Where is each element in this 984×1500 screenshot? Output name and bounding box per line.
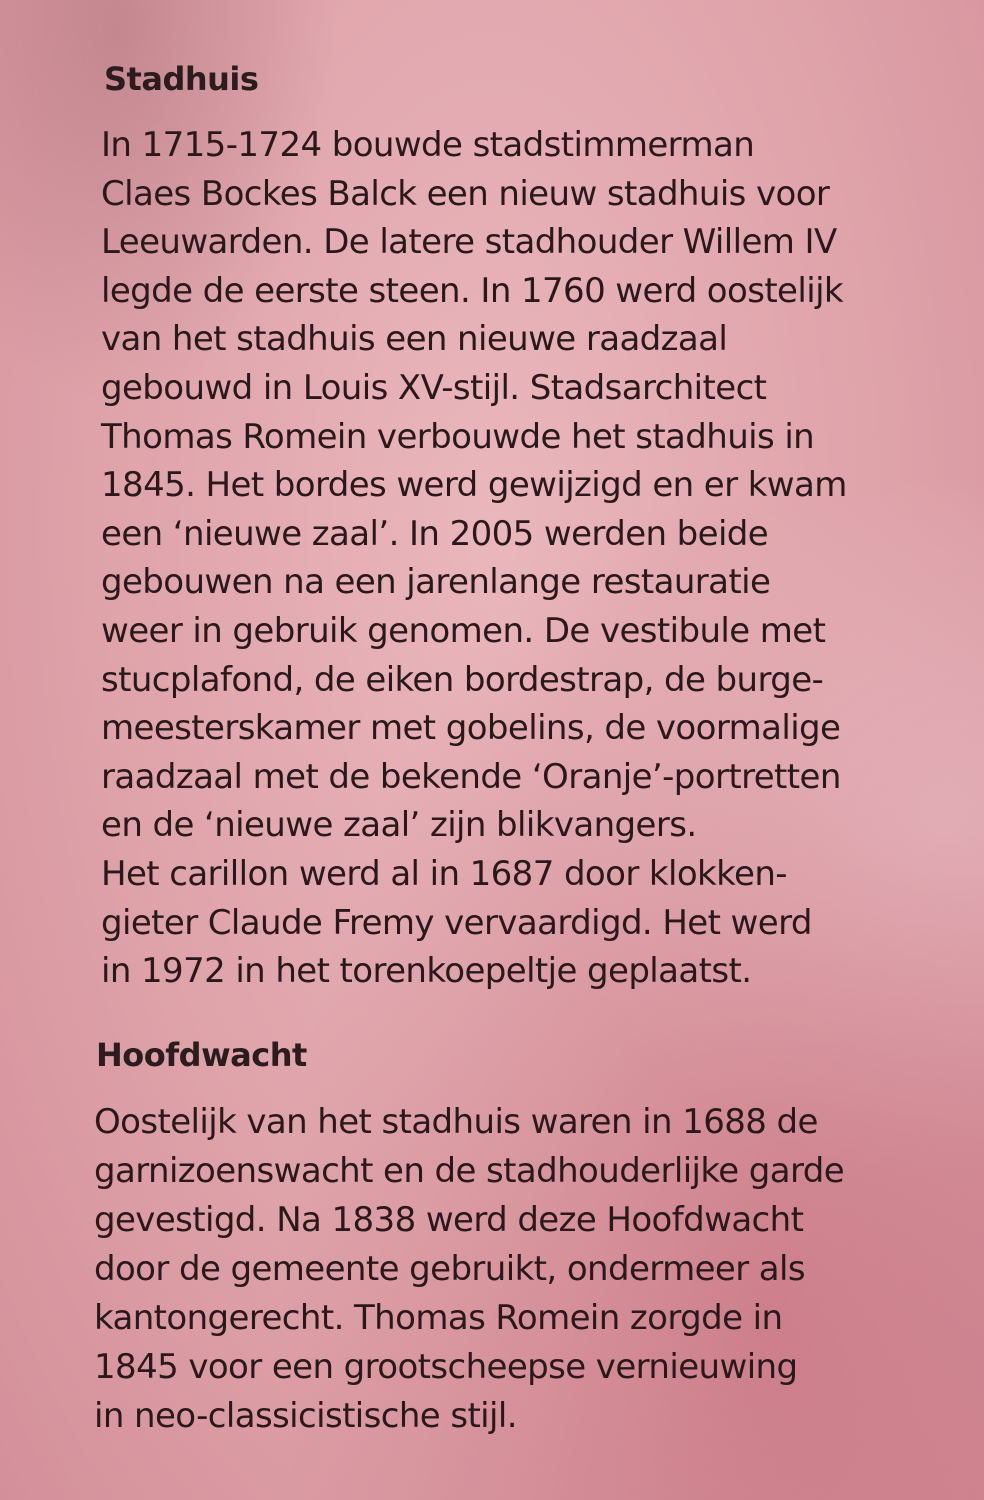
text-line: 1845. Het bordes werd gewijzigd en er kwam <box>101 465 847 506</box>
section-title-hoofdwacht: Hoofdwacht <box>96 1036 307 1074</box>
text-line: in 1972 in het torenkoepeltje geplaatst. <box>101 951 752 992</box>
text-line: 1845 voor een grootscheepse vernieuwing <box>94 1347 798 1387</box>
text-line: stucplafond, de eiken bordestrap, de burge- <box>101 659 824 700</box>
text-line: in neo-classicistische stijl. <box>94 1396 517 1436</box>
text-line: Het carillon werd al in 1687 door klokken- <box>101 853 787 894</box>
text-line: garnizoenswacht en de stadhouderlijke garde <box>94 1151 845 1191</box>
text-line: gevestigd. Na 1838 werd deze Hoofdwacht <box>94 1200 804 1240</box>
text-line: Oostelijk van het stadhuis waren in 1688 de <box>94 1102 818 1142</box>
section-title-stadhuis: Stadhuis <box>104 60 259 98</box>
text-line: een ‘nieuwe zaal’. In 2005 werden beide <box>101 513 769 554</box>
text-line: Thomas Romein verbouwde het stadhuis in <box>101 416 815 457</box>
text-line: legde de eerste steen. In 1760 werd oostelijk <box>101 270 844 311</box>
text-line: door de gemeente gebruikt, ondermeer als <box>94 1249 806 1289</box>
text-line: Leeuwarden. De latere stadhouder Willem IV <box>101 222 837 263</box>
text-line: Claes Bockes Balck een nieuw stadhuis voor <box>101 173 830 214</box>
text-line: en de ‘nieuwe zaal’ zijn blikvangers. <box>101 805 697 846</box>
section-text-hoofdwacht <box>94 1098 844 1441</box>
text-line: van het stadhuis een nieuwe raadzaal <box>101 319 728 360</box>
text-line: In 1715-1724 bouwde stadstimmerman <box>101 125 755 165</box>
section-text-stadhuis <box>101 121 847 996</box>
text-line: gieter Claude Fremy vervaardigd. Het werd <box>101 902 812 943</box>
text-line: weer in gebruik genomen. De vestibule met <box>101 610 826 651</box>
text-line: kantongerecht. Thomas Romein zorgde in <box>94 1298 783 1338</box>
text-line: raadzaal met de bekende ‘Oranje’-portretten <box>101 756 841 797</box>
text-line: gebouwd in Louis XV-stijl. Stadsarchitect <box>101 367 767 408</box>
text-line: meesterskamer met gobelins, de voormalige <box>101 708 841 749</box>
text-line: gebouwen na een jarenlange restauratie <box>101 562 771 603</box>
